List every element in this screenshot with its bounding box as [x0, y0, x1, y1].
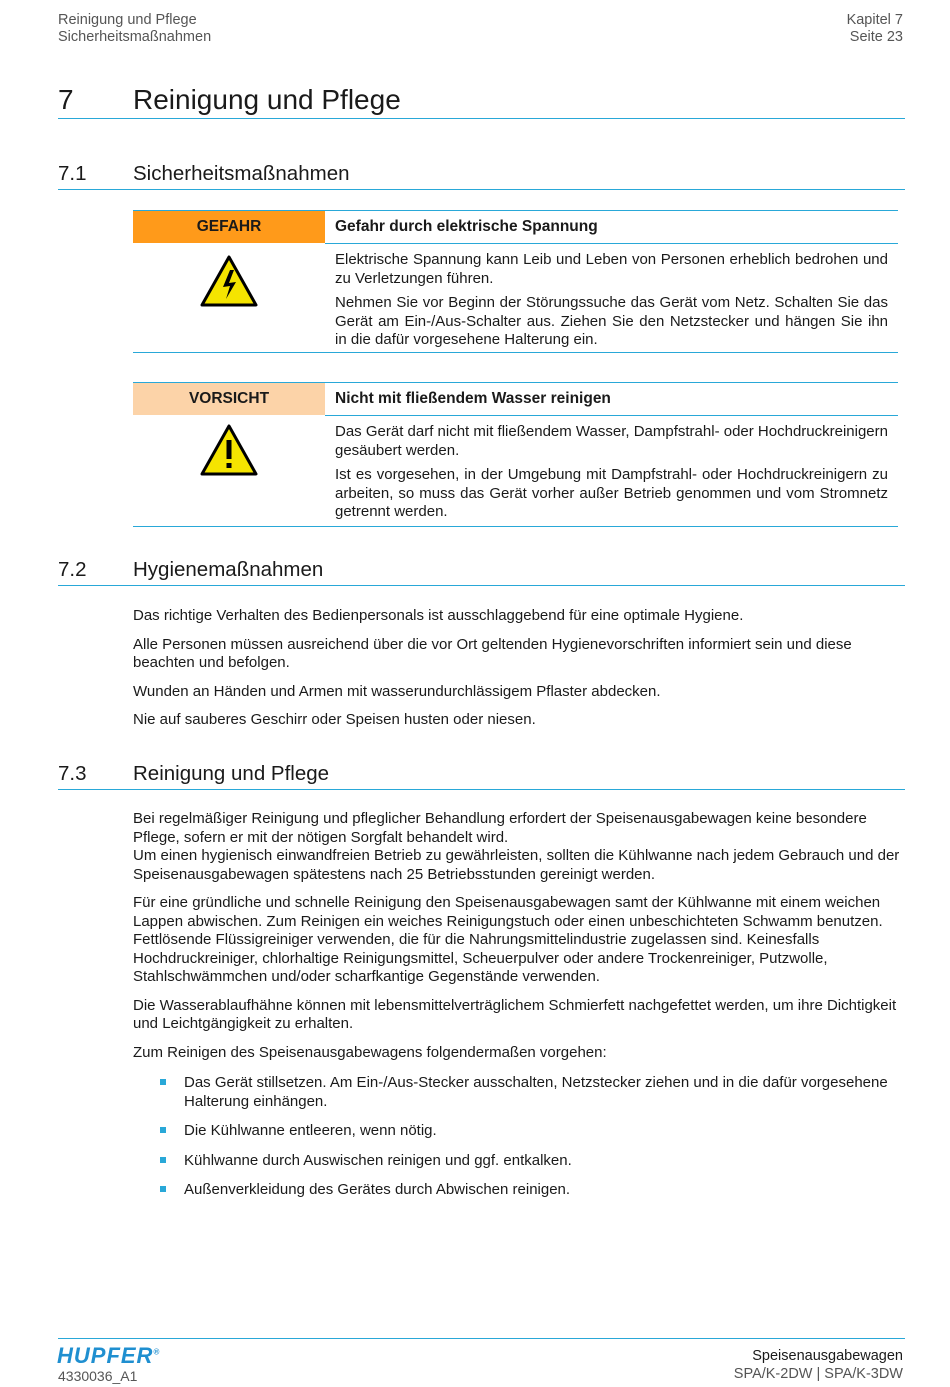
- product-name: Speisenausgabewagen: [752, 1348, 903, 1364]
- danger-body: [335, 251, 888, 356]
- cleaning-steps-list: [133, 1074, 900, 1211]
- danger-title: Gefahr durch elektrische Spannung: [325, 211, 898, 244]
- bullet-square-icon: [160, 1186, 166, 1192]
- section-heading-7-2: [58, 558, 905, 586]
- list-item-text: Das Gerät stillsetzen. Am Ein-/Aus-Stecker ausschalten, Netzstecker ziehen und in die dafür vorgesehene Halterung einhängen.: [184, 1074, 888, 1110]
- list-item-text: Die Kühlwanne entleeren, wenn nötig.: [184, 1122, 437, 1139]
- hupfer-logo: [57, 1343, 160, 1369]
- paragraph: Nie auf sauberes Geschirr oder Speisen husten oder niesen.: [133, 711, 536, 728]
- page-header-right: [847, 12, 903, 46]
- list-item-text: Kühlwanne durch Auswischen reinigen und ggf. entkalken.: [184, 1151, 572, 1169]
- section-heading-7-3: [58, 762, 905, 790]
- registered-mark: ®: [153, 1347, 161, 1357]
- paragraph: Zum Reinigen des Speisenausgabewagens folgendermaßen vorgehen:: [133, 1043, 607, 1061]
- paragraph: Wunden an Händen und Armen mit wasserundurchlässigem Pflaster abdecken.: [133, 682, 661, 700]
- electric-hazard-icon: [199, 254, 259, 308]
- caution-label: VORSICHT: [133, 383, 325, 415]
- chapter-number: 7: [58, 84, 74, 115]
- danger-text-1: Elektrische Spannung kann Leib und Leben von Personen erheblich bedrohen und zu Verletzungen führen.: [335, 251, 888, 287]
- paragraph: Für eine gründliche und schnelle Reinigung den Speisenausgabewagen samt der Kühlwanne mit einem weichen Lappen abwischen. Zum Reinigen ein weiches Reinigungstuch oder einen unbeschichteten Schwamm benutzen. Fettlösende Flüssigreiniger verwenden, die für die Nahrungsmittelindustrie zugelassen sind. Keinesfalls Hochdruckreiniger, chlorhaltige Reinigungsmittel, Scheuerpulver oder andere Trockenreiniger, Putzwolle, Stahlschwämmchen und/oder scharfkantige Gegenstände verwenden.: [133, 894, 883, 985]
- caution-body: [335, 423, 888, 528]
- caution-notice: [133, 382, 898, 527]
- product-models: SPA/K-2DW | SPA/K-3DW: [733, 1366, 903, 1382]
- document-number: 4330036_A1: [58, 1368, 138, 1384]
- list-item-text: Außenverkleidung des Gerätes durch Abwischen reinigen.: [184, 1181, 571, 1198]
- hygiene-text: [133, 607, 900, 740]
- danger-label: GEFAHR: [133, 211, 325, 243]
- danger-notice: [133, 210, 898, 353]
- footer-product: [734, 1347, 903, 1383]
- header-chapter-number: Kapitel 7: [846, 12, 903, 28]
- section-title: Hygienemaßnahmen: [133, 558, 324, 581]
- header-page-number: Seite 23: [849, 29, 903, 45]
- paragraph: Das richtige Verhalten des Bedienpersonals ist ausschlaggebend für eine optimale Hygiene.: [133, 607, 744, 624]
- logo-text: HUPFER: [57, 1343, 154, 1368]
- bullet-square-icon: [160, 1157, 166, 1163]
- paragraph: Bei regelmäßiger Reinigung und pfleglicher Behandlung erfordert der Speisenausgabewagen keine besondere Pflege, sofern er mit der nötigen Sorgfalt behandelt wird.: [133, 810, 867, 846]
- section-number: 7.1: [58, 162, 87, 185]
- exclamation-warning-icon: [199, 423, 259, 477]
- paragraph: Um einen hygienisch einwandfreien Betrieb zu gewährleisten, sollten die Kühlwanne nach jedem Gebrauch und der Speisenausgabewagen spätestens nach 25 Betriebsstunden gereinigt werden.: [133, 847, 900, 883]
- page-header-left: [58, 12, 211, 46]
- section-number: 7.3: [58, 762, 87, 785]
- caution-title: Nicht mit fließendem Wasser reinigen: [325, 383, 898, 416]
- bullet-square-icon: [160, 1127, 166, 1133]
- paragraph: Alle Personen müssen ausreichend über die vor Ort geltenden Hygienevorschriften informiert sein und diese beachten und befolgen.: [133, 635, 852, 671]
- caution-text-1: Das Gerät darf nicht mit fließendem Wasser, Dampfstrahl- oder Hochdruckreinigern gesäubert werden.: [335, 423, 888, 459]
- section-title: Sicherheitsmaßnahmen: [133, 162, 350, 185]
- chapter-title: Reinigung und Pflege: [133, 84, 401, 115]
- footer-divider: [58, 1338, 905, 1339]
- section-number: 7.2: [58, 558, 87, 581]
- chapter-heading: [58, 84, 905, 119]
- cleaning-text: [133, 810, 900, 1072]
- bullet-square-icon: [160, 1079, 166, 1085]
- list-item: [133, 1122, 900, 1141]
- section-title: Reinigung und Pflege: [133, 762, 330, 785]
- paragraph: Die Wasserablaufhähne können mit lebensmittelverträglichem Schmierfett nachgefettet werden, um ihre Dichtigkeit und Leichtgängigkeit zu erhalten.: [133, 996, 897, 1032]
- list-item: [133, 1152, 900, 1171]
- header-section-title: Sicherheitsmaßnahmen: [58, 29, 212, 45]
- section-heading-7-1: [58, 162, 905, 190]
- list-item: [133, 1074, 900, 1111]
- header-chapter-title: Reinigung und Pflege: [58, 12, 197, 28]
- danger-text-2: Nehmen Sie vor Beginn der Störungssuche das Gerät vom Netz. Schalten Sie das Gerät am Ein-/Aus-Schalter aus. Ziehen Sie den Netzstecker und hängen Sie ihn in die dafür vorgesehene Halterung ein.: [335, 294, 888, 348]
- list-item: [133, 1181, 900, 1200]
- caution-text-2: Ist es vorgesehen, in der Umgebung mit Dampfstrahl- oder Hochdruckreinigern zu arbeiten, so muss das Gerät vorher außer Betrieb genommen und vom Stromnetz getrennt werden.: [335, 466, 888, 520]
